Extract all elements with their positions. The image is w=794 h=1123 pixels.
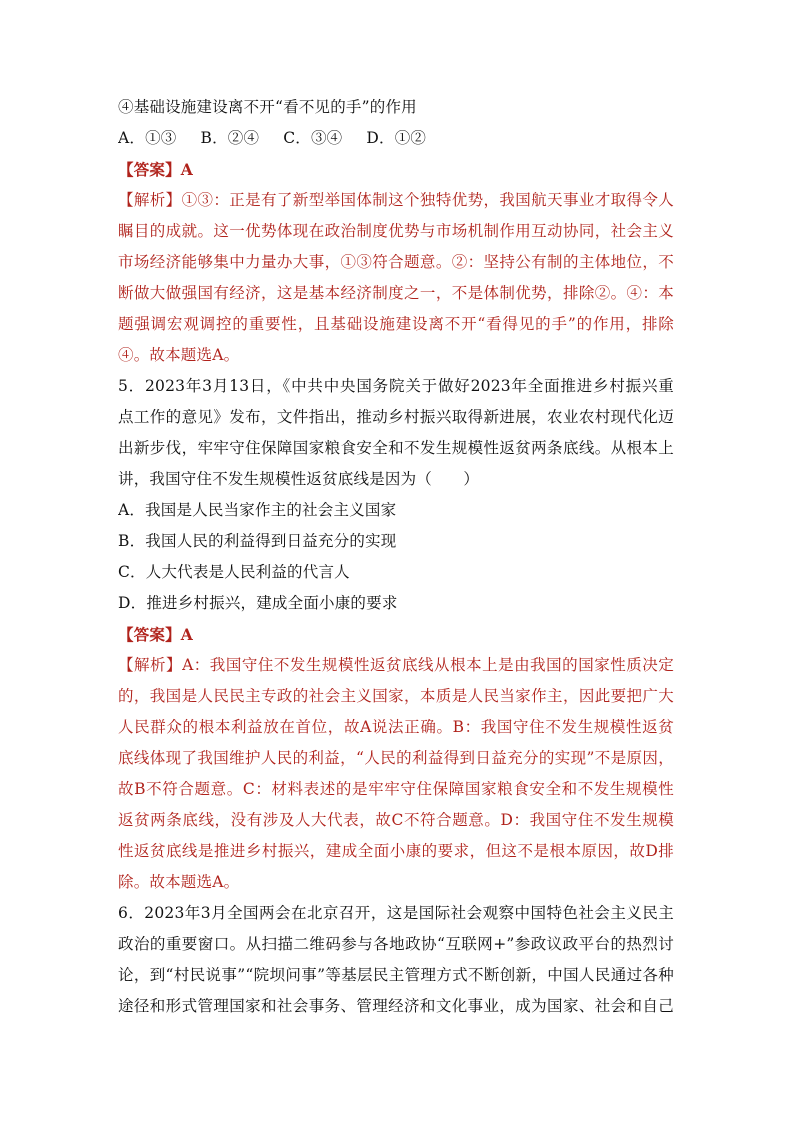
question-6-stem-line: 6．2023年3月全国两会在北京召开，这是国际社会观察中国特色社会主义民主 <box>118 904 674 922</box>
choice-b: B．②④ <box>200 129 260 147</box>
question-5-answer: 【答案】A <box>118 625 194 644</box>
analysis-line: 市场经济能够集中力量办大事，①③符合题意。②：坚持公有制的主体地位，不 <box>118 253 674 271</box>
question-5-option-c: C．人大代表是人民利益的代言人 <box>118 563 350 581</box>
question-5-stem-line: 点工作的意见》发布，文件指出，推动乡村振兴取得新进展，农业农村现代化迈 <box>118 408 674 426</box>
analysis-line: 瞩目的成就。这一优势体现在政治制度优势与市场机制作用互动协同，社会主义 <box>118 222 674 240</box>
analysis-line: 题强调宏观调控的重要性，且基础设施建设离不开“看得见的手”的作用，排除 <box>118 315 674 333</box>
choice-row <box>118 123 674 154</box>
analysis-line: ④。故本题选A。 <box>118 346 240 364</box>
analysis-line: 【解析】①③：正是有了新型举国体制这个独特优势，我国航天事业才取得令人 <box>118 191 674 209</box>
choice-a: A．①③ <box>118 129 177 147</box>
answer-label: 【答案】A <box>118 160 194 179</box>
page-content <box>118 92 674 1022</box>
question-5-analysis-line: 返贫两条底线，没有涉及人大代表，故C不符合题意。D：我国守住不发生规模 <box>118 811 674 829</box>
question-5-analysis-line: 底线体现了我国维护人民的利益，“人民的利益得到日益充分的实现”不是原因， <box>118 749 674 767</box>
option-4-text: ④基础设施建设离不开“看不见的手”的作用 <box>118 98 417 116</box>
question-5-stem-line: 讲，我国守住不发生规模性返贫底线是因为（ ） <box>118 470 480 488</box>
question-5-analysis-line: 性返贫底线是推进乡村振兴，建成全面小康的要求，但这不是根本原因，故D排 <box>118 842 674 860</box>
question-5-analysis-line: 人民群众的根本利益放在首位，故A说法正确。B：我国守住不发生规模性返贫 <box>118 718 674 736</box>
question-5-analysis-line: 【解析】A：我国守住不发生规模性返贫底线从根本上是由我国的国家性质决定 <box>118 656 674 674</box>
question-5-option-b: B．我国人民的利益得到日益充分的实现 <box>118 532 397 550</box>
question-5-option-d: D．推进乡村振兴，建成全面小康的要求 <box>118 594 398 612</box>
question-5-analysis-line: 的，我国是人民民主专政的社会主义国家，本质是人民当家作主，因此要把广大 <box>118 687 674 705</box>
choice-d: D．①② <box>366 129 427 147</box>
question-6-stem-line: 论，到“村民说事”“院坝问事”等基层民主管理方式不断创新，中国人民通过各种 <box>118 966 674 984</box>
choice-c: C．③④ <box>283 129 343 147</box>
question-5-stem-line: 出新步伐，牢牢守住保障国家粮食安全和不发生规模性返贫两条底线。从根本上 <box>118 439 674 457</box>
question-5-analysis-line: 除。故本题选A。 <box>118 873 240 891</box>
question-5-option-a: A．我国是人民当家作主的社会主义国家 <box>118 501 397 519</box>
question-6-stem-line: 政治的重要窗口。从扫描二维码参与各地政协“互联网+”参政议政平台的热烈讨 <box>118 935 674 953</box>
question-5-stem-line: 5．2023年3月13日，《中共中央国务院关于做好2023年全面推进乡村振兴重 <box>118 377 674 395</box>
question-6-stem-line: 途径和形式管理国家和社会事务、管理经济和文化事业，成为国家、社会和自己 <box>118 997 674 1015</box>
analysis-line: 断做大做强国有经济，这是基本经济制度之一，不是体制优势，排除②。④：本 <box>118 284 674 302</box>
question-5-analysis-line: 故B不符合题意。C：材料表述的是牢牢守住保障国家粮食安全和不发生规模性 <box>118 780 674 798</box>
